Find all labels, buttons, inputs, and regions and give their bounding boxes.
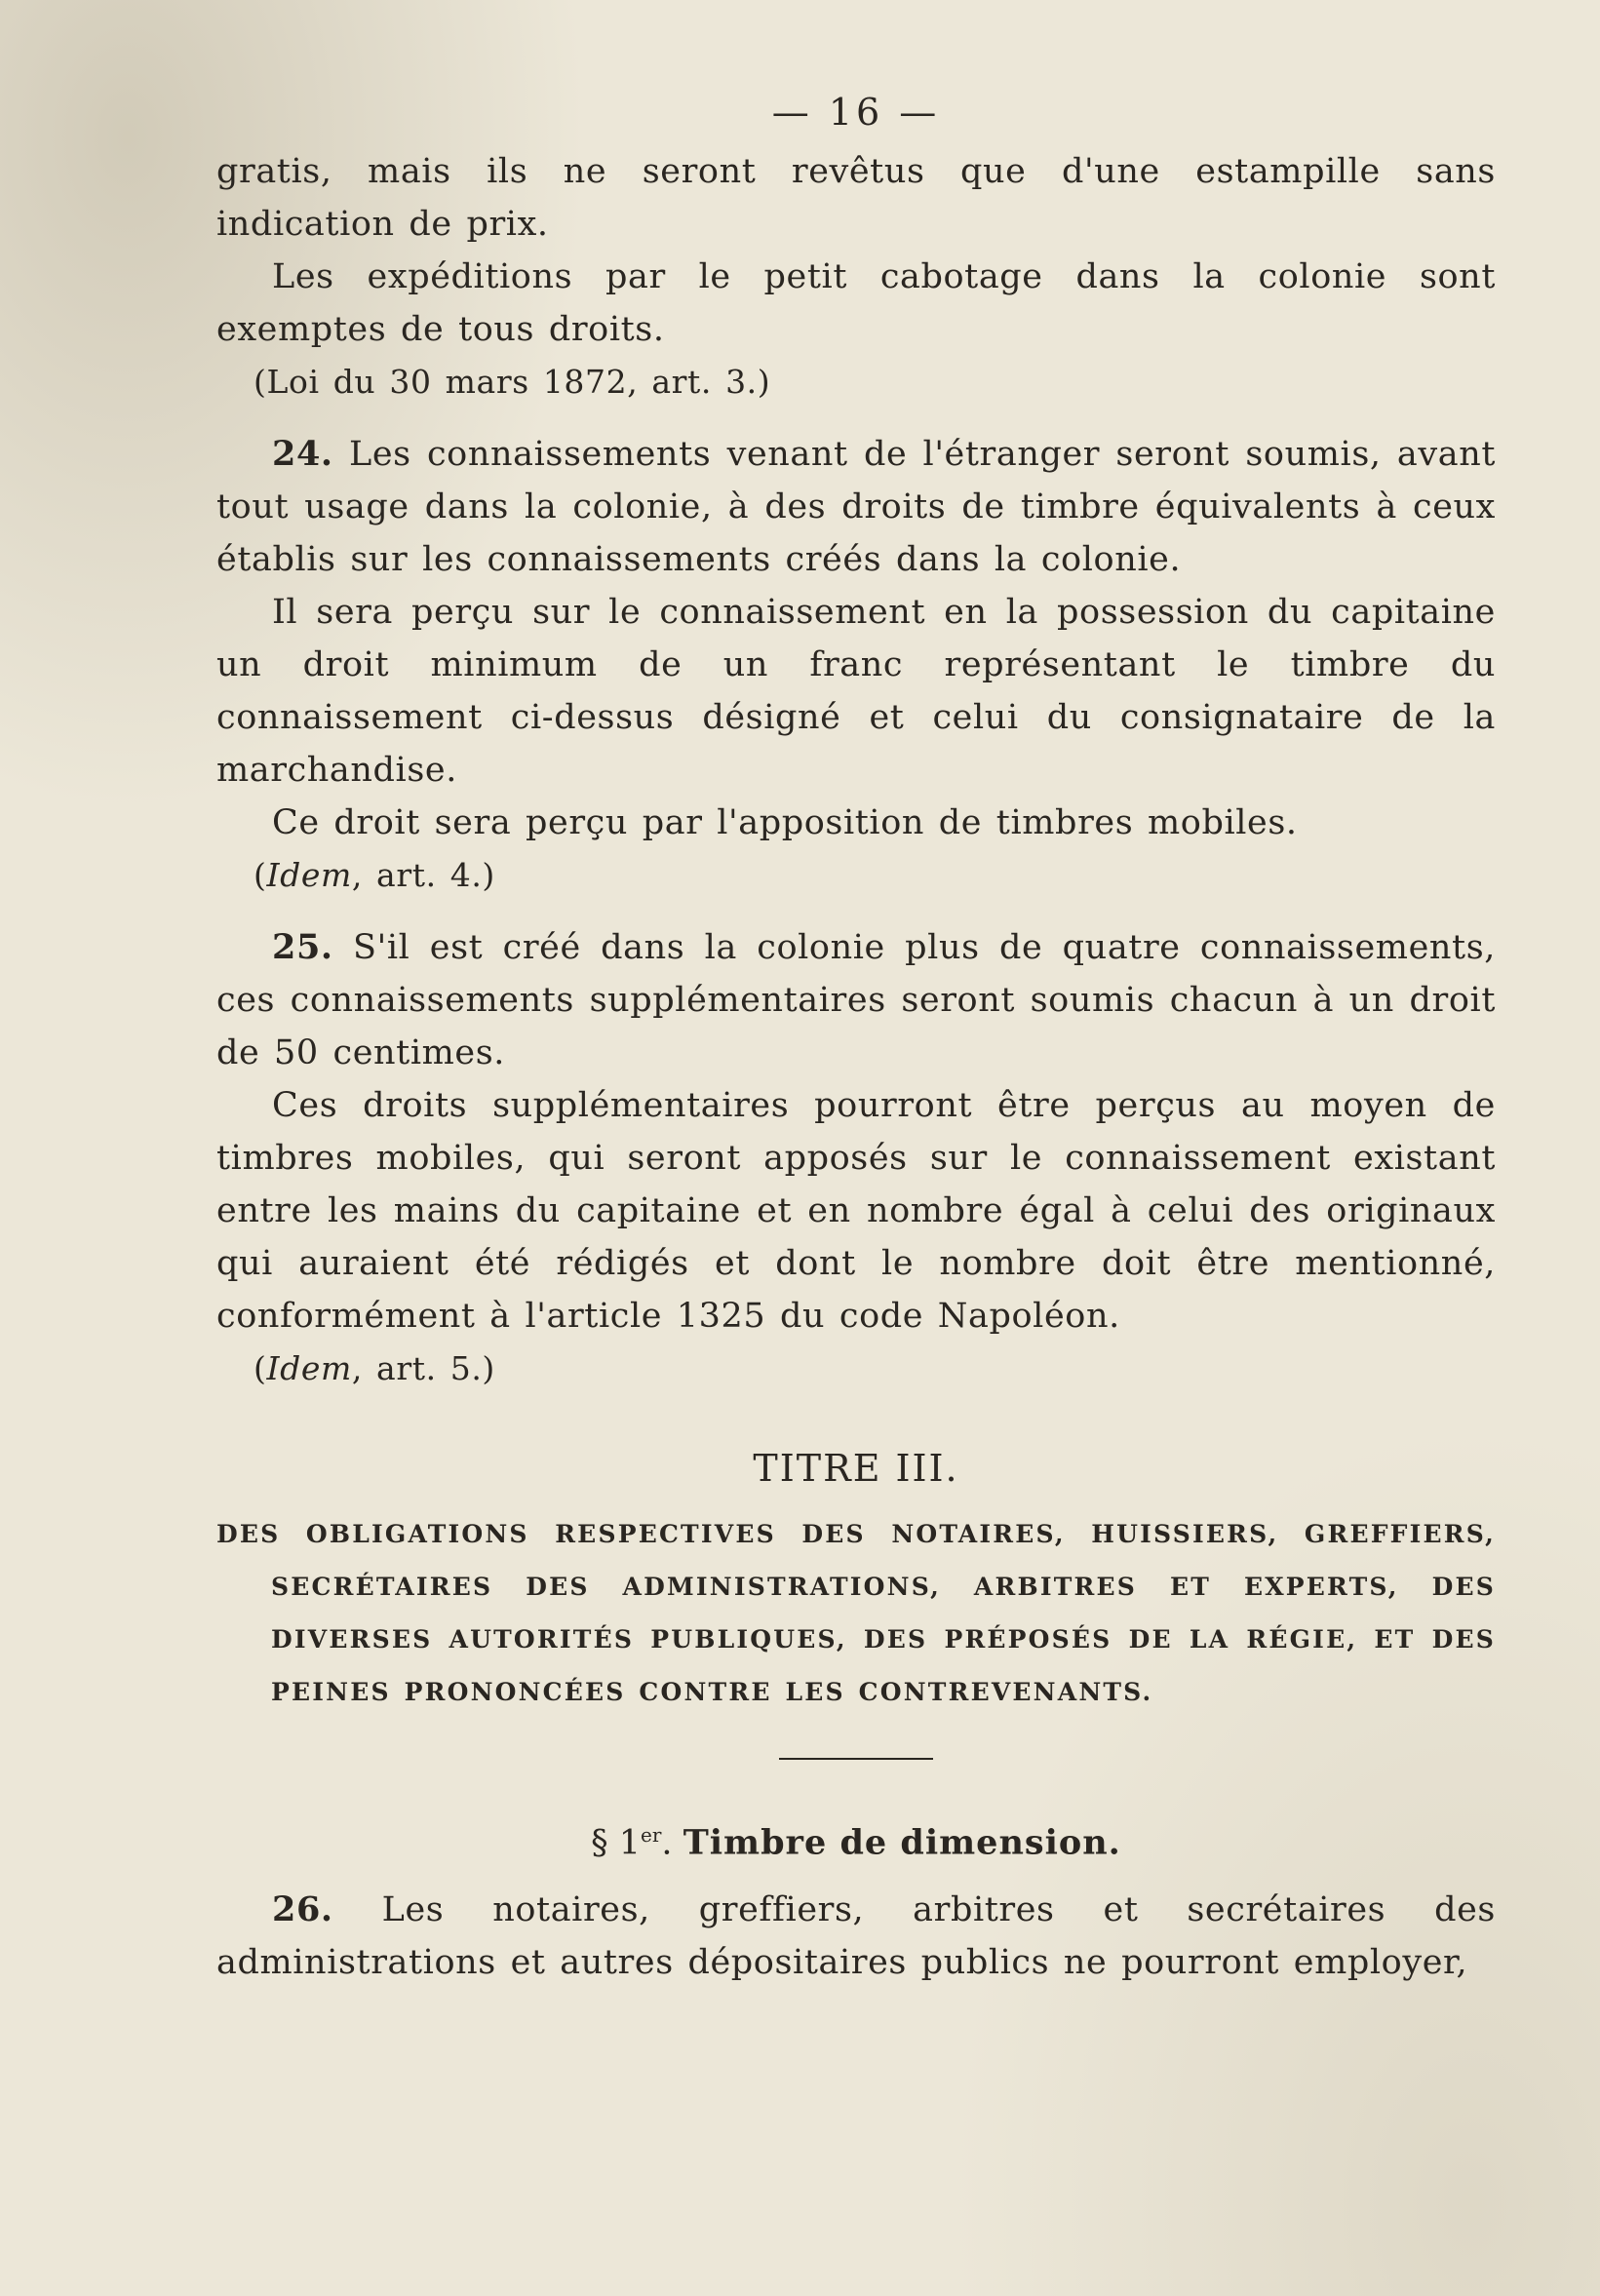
article-25-paragraph-1 <box>216 921 1496 1079</box>
article-26-number: 26. <box>272 1888 333 1929</box>
page-content <box>216 83 1496 1989</box>
section-mark-sup: er <box>641 1823 662 1847</box>
article-24-citation-rest: , art. 4.) <box>351 856 495 894</box>
article-24-citation: (Idem, art. 4.) <box>254 856 495 894</box>
section-heading <box>216 1809 1496 1870</box>
page-number: — 16 — <box>771 91 941 134</box>
article-24-paragraph-2: Il sera perçu sur le connaissement en la possession du capitaine un droit minimum de un franc représentant le timbre du connaissement ci-dessus désigné et celui du consignataire de la marchandise. <box>216 593 1496 790</box>
article-24-paragraph-1 <box>216 428 1496 586</box>
section-mark: § 1 <box>591 1823 642 1863</box>
continued-paragraph: gratis, mais ils ne seront revêtus que d'une estampille sans indication de prix. <box>216 152 1496 244</box>
article-25-paragraph-2: Ces droits supplémentaires pourront être perçus au moyen de timbres mobiles, qui seront apposés sur le connaissement existant entre les mains du capitaine et en nombre égal à celui des originaux qui auraient été rédigés et dont le nombre doit être mentionné, conformément à l'article 1325 du code Napoléon. <box>216 1086 1496 1336</box>
titre-description: DES OBLIGATIONS RESPECTIVES DES NOTAIRES, HUISSIERS, GREFFIERS, SECRÉTAIRES DES ADMINISTRATIONS, ARBITRES ET EXPERTS, DES DIVERSES AUTORITÉS PUBLIQUES, DES PRÉPOSÉS DE LA RÉGIE, ET DES PEINES PRONONCÉES CONTRE LES CONTREVENANTS. <box>216 1520 1496 1706</box>
article-25-citation: (Idem, art. 5.) <box>254 1349 495 1387</box>
section-mark-dot: . <box>661 1823 673 1863</box>
section-title: Timbre de dimension. <box>683 1822 1121 1863</box>
article-24-paragraph-3: Ce droit sera perçu par l'apposition de timbres mobiles. <box>272 803 1298 842</box>
section-divider <box>779 1758 933 1760</box>
titre-heading: TITRE III. <box>753 1447 959 1490</box>
article-25-number: 25. <box>272 927 333 967</box>
article-24-number: 24. <box>272 434 333 474</box>
article-26-text: Les notaires, greffiers, arbitres et secrétaires des administrations et autres dépositaires publics ne pourront employer, <box>216 1889 1496 1982</box>
article-24-text-1: Les connaissements venant de l'étranger seront soumis, avant tout usage dans la colonie, à des droits de timbre équivalents à ceux établis sur les connaissements créés dans la colonie. <box>216 435 1496 579</box>
law-citation: (Loi du 30 mars 1872, art. 3.) <box>254 363 771 401</box>
article-25-citation-rest: , art. 5.) <box>351 1349 495 1387</box>
exemption-paragraph: Les expéditions par le petit cabotage dans la colonie sont exemptes de tous droits. <box>216 257 1496 349</box>
article-24-citation-idem: Idem <box>266 856 352 894</box>
article-26-paragraph <box>216 1884 1496 1989</box>
article-25-text-1: S'il est créé dans la colonie plus de quatre connaissements, ces connaissements supplémentaires seront soumis chacun à un droit de 50 centimes. <box>216 928 1496 1072</box>
article-25-citation-idem: Idem <box>266 1349 352 1387</box>
